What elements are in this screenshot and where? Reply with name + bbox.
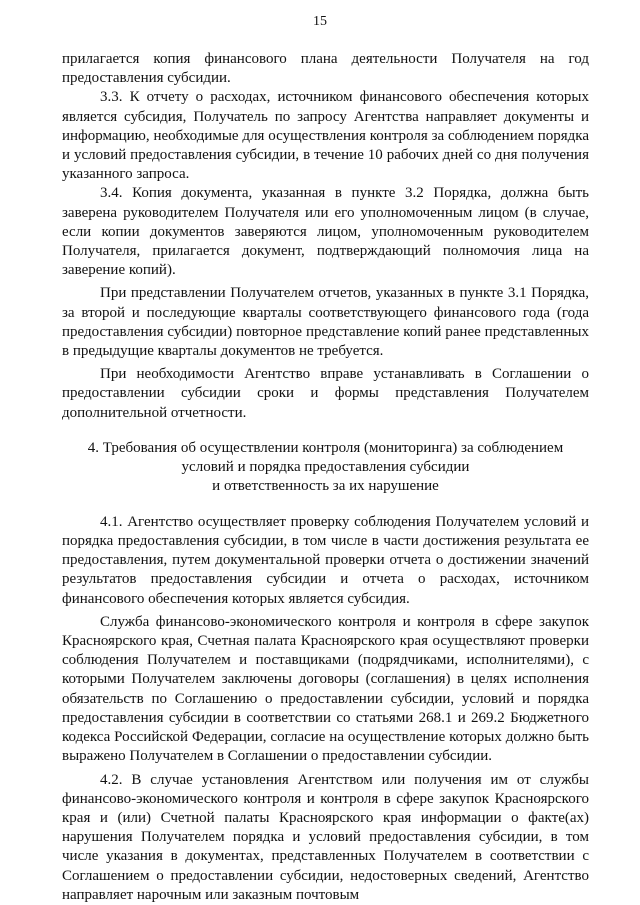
paragraph: 4.2. В случае установления Агентством или получения им от службы финансово-экономического контроля и контроля в сфере закупок Красноярского края и (или) Счетной палаты Красноярского края информации о факте(ах) нарушения Получателем порядка и условий предоставления субсидии, в том числе указания в документах, представленных Получателем в соответствии с Соглашением о предоставлении субсидии, недостоверных сведений, Агентство направляет нарочным или заказным почтовым — [62, 771, 589, 903]
document-body — [62, 50, 589, 905]
section-heading-line: условий и порядка предоставления субсидии — [181, 458, 470, 475]
paragraph: При представлении Получателем отчетов, указанных в пункте 3.1 Порядка, за второй и последующие кварталы соответствующего финансового года (года предоставления субсидии) повторное представление копий ранее представленных в предыдущие кварталы документов не требуется. — [62, 285, 589, 360]
paragraph: При необходимости Агентство вправе устанавливать в Соглашении о предоставлении субсидии сроки и формы представления Получателем дополнительной отчетности. — [62, 366, 589, 421]
paragraph: Служба финансово-экономического контроля и контроля в сфере закупок Красноярского края, Счетная палата Красноярского края осуществляют проверки соблюдения Получателем и поставщиками (подрядчиками, исполнителями), с которыми Получателем заключены договоры (соглашения) в целях исполнения обязательств по Соглашению о предоставлении субсидии, условий и порядка предоставления субсидии в соответствии со статьями 268.1 и 269.2 Бюджетного кодекса Российской Федерации, согласие на осуществление которых должно быть выражено Получателем в Соглашении о предоставлении субсидии. — [62, 613, 589, 765]
paragraph: 3.4. Копия документа, указанная в пункте 3.2 Порядка, должна быть заверена руководителем Получателя или его уполномоченным лицом (в случае, если копии документов заверяются лицом, уполномоченным руководителем Получателя, прилагается документ, подтверждающий полномочия лица на заверение копий). — [62, 185, 589, 279]
paragraph: 3.3. К отчету о расходах, источником финансового обеспечения которых является субсидия, Получатель по запросу Агентства направляет документы и информацию, необходимые для осуществления контроля за соблюдением порядка и условий предоставления субсидии, в течение 10 рабочих дней со дня получения указанного запроса. — [62, 89, 589, 183]
section-heading — [62, 439, 589, 496]
section-heading-line: 4. Требования об осуществлении контроля (мониторинга) за соблюдением — [87, 439, 564, 456]
section-heading-line: и ответственность за их нарушение — [212, 477, 439, 494]
paragraph: прилагается копия финансового плана деятельности Получателя на год предоставления субсидии. — [62, 51, 589, 87]
page-number: 15 — [313, 14, 327, 29]
paragraph: 4.1. Агентство осуществляет проверку соблюдения Получателем условий и порядка предоставления субсидии, в том числе в части достижения результата ее предоставления, путем документальной проверки отчета о достижении значений результатов предоставления субсидии и отчета о расходах, источником финансового обеспечения которых является субсидия. — [62, 513, 589, 607]
